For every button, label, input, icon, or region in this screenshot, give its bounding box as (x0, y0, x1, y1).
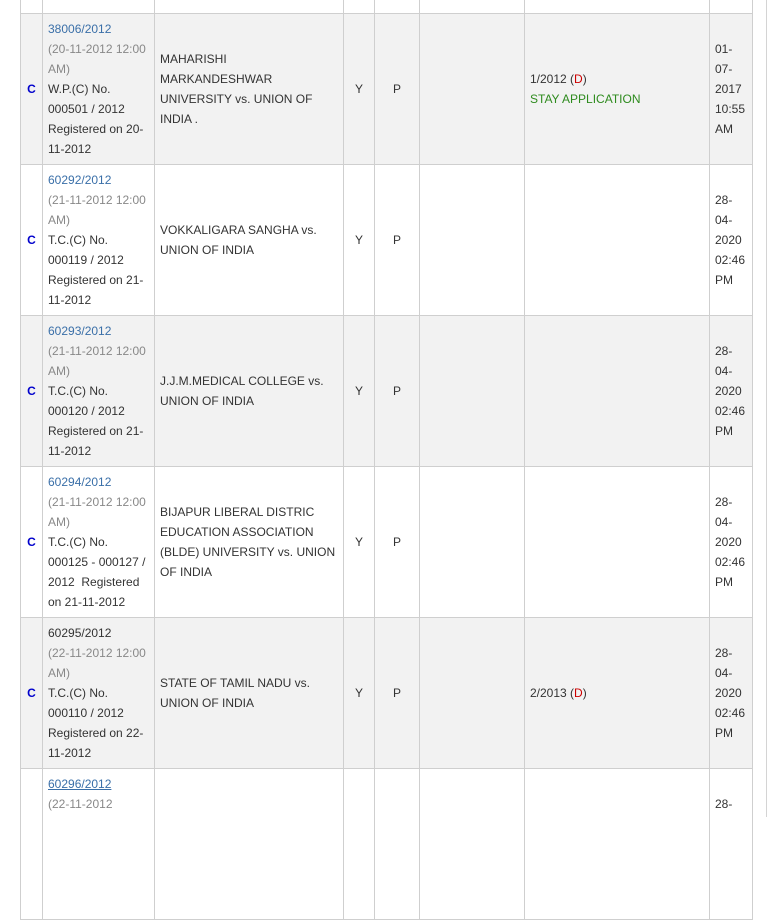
ia-status[interactable]: D (574, 72, 583, 86)
case-number-link[interactable]: 60296/2012 (48, 777, 112, 791)
filing-date: (21-11-2012 12:00 AM) (48, 193, 146, 227)
registration-text: Registered on 20-11-2012 (48, 122, 144, 156)
category-link[interactable]: C (27, 686, 36, 700)
last-updated: 01-07-2017 10:55 AM (710, 14, 753, 165)
ia-status[interactable]: D (574, 686, 583, 700)
category-link[interactable]: C (27, 233, 36, 247)
filing-date: (21-11-2012 12:00 AM) (48, 495, 146, 529)
filing-date: (21-11-2012 12:00 AM) (48, 344, 146, 378)
y-flag: Y (344, 618, 375, 769)
ia-number: 2/2013 (530, 686, 567, 700)
y-flag: Y (344, 165, 375, 316)
table-row (21, 165, 753, 316)
p-flag: P (375, 618, 420, 769)
case-number-link[interactable]: 60293/2012 (48, 324, 112, 338)
case-title: STATE OF TAMIL NADU vs. UNION OF INDIA (155, 618, 344, 769)
category-link[interactable]: C (27, 535, 36, 549)
case-detail: W.P.(C) No. 000501 / 2012 (48, 82, 125, 116)
case-title: BIJAPUR LIBERAL DISTRIC EDUCATION ASSOCIATION (BLDE) UNIVERSITY vs. UNION OF INDIA (155, 467, 344, 618)
case-number-link[interactable]: 60294/2012 (48, 475, 112, 489)
case-number-link[interactable]: 38006/2012 (48, 22, 112, 36)
table-row (21, 467, 753, 618)
table-row (21, 769, 753, 920)
category-link[interactable]: C (27, 82, 36, 96)
y-flag: Y (344, 14, 375, 165)
table-row (21, 0, 753, 14)
case-number-text: 60295/2012 (48, 626, 112, 640)
filing-date: (20-11-2012 12:00 AM) (48, 42, 146, 76)
last-updated: 28-04-2020 02:46 PM (710, 165, 753, 316)
last-updated: 28-04-2020 02:46 PM (710, 467, 753, 618)
ia-number: 1/2012 (530, 72, 567, 86)
case-table (20, 0, 753, 920)
last-updated: 28-04-2020 02:46 PM (710, 618, 753, 769)
p-flag: P (375, 14, 420, 165)
case-detail: T.C.(C) No. 000120 / 2012 (48, 384, 125, 418)
case-title: J.J.M.MEDICAL COLLEGE vs. UNION OF INDIA (155, 316, 344, 467)
p-flag: P (375, 316, 420, 467)
category-link[interactable]: C (27, 384, 36, 398)
case-detail: T.C.(C) No. 000125 - 000127 / 2012 (48, 535, 146, 589)
p-flag: P (375, 165, 420, 316)
filing-date: (22-11-2012 12:00 AM) (48, 646, 146, 680)
y-flag: Y (344, 467, 375, 618)
case-detail: T.C.(C) No. 000110 / 2012 (48, 686, 124, 720)
registration-text: Registered on 21-11-2012 (48, 575, 140, 609)
case-title: VOKKALIGARA SANGHA vs. UNION OF INDIA (155, 165, 344, 316)
case-title: MAHARISHI MARKANDESHWAR UNIVERSITY vs. UNION OF INDIA . (155, 14, 344, 165)
p-flag: P (375, 467, 420, 618)
case-number-link[interactable]: 60292/2012 (48, 173, 112, 187)
table-row: C 38006/2012 (20-11-2012 12:00 AM) W.P.(C) No. 000501 / 2012 Registered on 20-11-2012 MAHARISHI MARKANDESHWAR UNIVERSITY vs. UNION OF INDIA . Y P 1/2012 (D) STAY APPLICATION 01-07-2017 10:55 AM (21, 14, 753, 165)
ia-description: STAY APPLICATION (530, 92, 641, 106)
registration-text: Registered on 21-11-2012 (48, 424, 144, 458)
y-flag: Y (344, 316, 375, 467)
table-row: C 60295/2012 (22-11-2012 12:00 AM) T.C.(C) No. 000110 / 2012 Registered on 22-11-2012 STATE OF TAMIL NADU vs. UNION OF INDIA Y P 2/2013 (D) 28-04-2020 02:46 PM (21, 618, 753, 769)
registration-text: Registered on 22-11-2012 (48, 726, 144, 760)
last-updated: 28-04-2020 02:46 PM (710, 316, 753, 467)
table-row (21, 316, 753, 467)
registration-text: Registered on 21-11-2012 (48, 273, 144, 307)
last-updated: 28- (710, 769, 753, 920)
case-detail: T.C.(C) No. 000119 / 2012 (48, 233, 124, 267)
filing-date: (22-11-2012 (48, 797, 113, 811)
